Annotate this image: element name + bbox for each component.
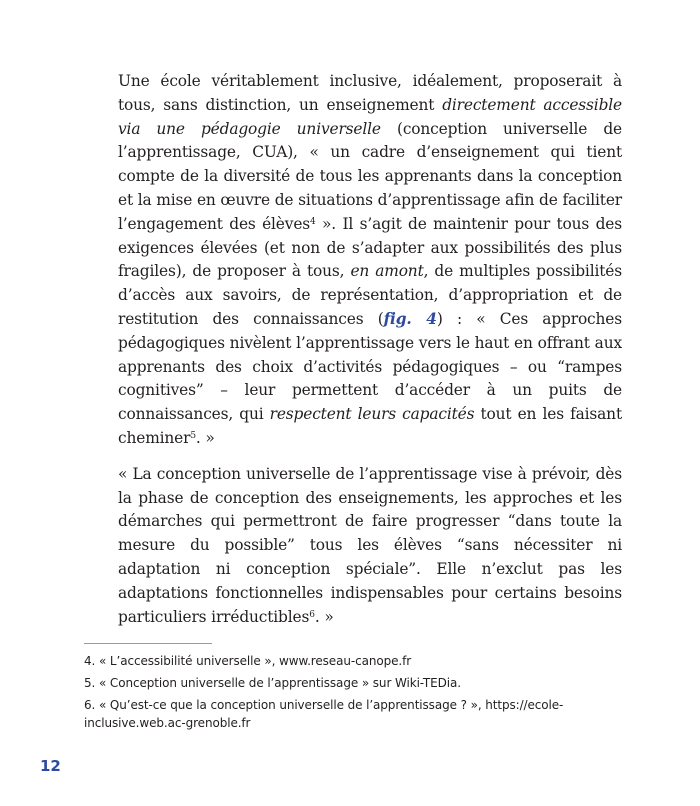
footnote-ref-5[interactable]: 5: [190, 430, 196, 441]
paragraph-1: Une école véritablement inclusive, idéalement, proposerait à tous, sans distinction, un enseignement directement accessible via une pédagogie universelle (conception universelle de l’apprentissage, CUA), « un cadre d’enseignement qui tient compte de la diversité de tous les apprenants dans la conception et la mise en œuvre de situations d’apprentissage afin de faciliter l’engagement des élèves$^4$ ». Il s’agit de maintenir pour tous des exigences élevées (et non de s’adapter aux possibilités des plus fragiles), de proposer à tous, en amont, de multiples possibilités d’accès aux savoirs, de représentation, d’appropriation et de restitution des connaissances (fig. 4) : « Ces approches pédagogiques nivèlent l’apprentissage vers le haut en offrant aux apprenants des choix d’activités pédagogiques – ou “rampes cognitives” – leur permettent d’accéder à un puits de connaissances, qui respectent leurs capacités tout en les faisant cheminer$^5$. »: [118, 72, 623, 447]
footnote-6: 6. « Qu’est-ce que la conception universelle de l’apprentissage ? », https://ecole-inclusive.web.ac-grenoble.fr: [84, 698, 564, 730]
footnote-5: 5. « Conception universelle de l’apprentissage » sur Wiki-TEDia.: [84, 676, 461, 690]
paragraph-2: « La conception universelle de l’apprentissage vise à prévoir, dès la phase de conception des enseignements, les approches et les démarches qui permettront de faire progresser “dans toute la mesure du possible” tous les élèves “sans nécessiter ni adaptation ni conception spéciale”. Elle n’exclut pas les adaptations fonctionnelles indispensables pour certains besoins particuliers irréductibles$^6$. »: [118, 464, 622, 626]
footnotes: [84, 652, 624, 736]
footnote-4: 4. « L’accessibilité universelle », www.reseau-canope.fr: [84, 654, 412, 668]
footnote-ref-4[interactable]: 4: [310, 216, 316, 227]
page-number: 12: [40, 757, 61, 775]
footnote-divider: [84, 643, 212, 644]
body-text: [118, 70, 622, 641]
footnote-ref-6[interactable]: 6: [309, 609, 315, 620]
figure-reference-link[interactable]: fig. 4: [383, 309, 437, 328]
